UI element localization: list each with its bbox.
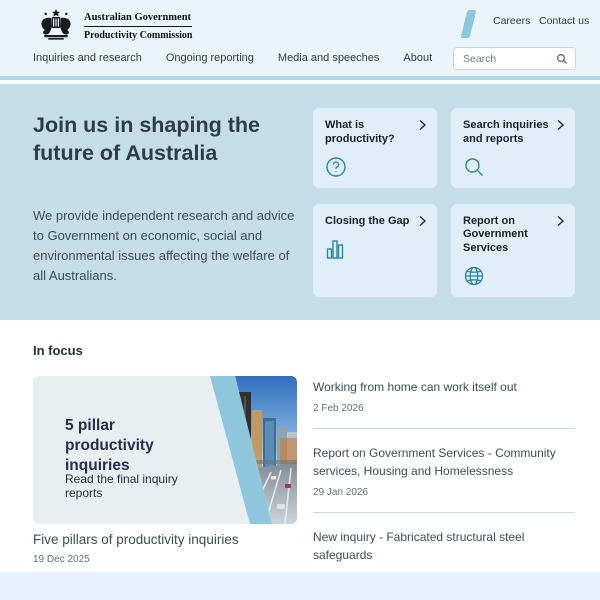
contact-us-link[interactable]: Contact us	[539, 15, 590, 27]
chevron-right-icon	[556, 215, 565, 227]
news-date: 29 Jan 2026	[313, 487, 369, 499]
card-closing-the-gap[interactable]	[313, 204, 437, 297]
feature-article-title[interactable]: Five pillars of productivity inquiries	[33, 532, 239, 547]
chevron-right-icon	[556, 119, 565, 131]
main-navigation	[33, 52, 432, 64]
government-logo-text	[84, 12, 192, 41]
news-title[interactable]: New inquiry - Fabricated structural steel safeguards	[313, 530, 525, 562]
search-input[interactable]	[461, 52, 556, 66]
search-icon[interactable]	[556, 53, 568, 65]
card-title: What is productivity?	[325, 119, 395, 145]
card-search-inquiries-reports[interactable]	[451, 108, 575, 188]
nav-ongoing-reporting[interactable]: Ongoing reporting	[165, 52, 254, 64]
nav-media-and-speeches[interactable]: Media and speeches	[277, 52, 380, 64]
news-list	[313, 377, 575, 596]
chevron-right-icon	[418, 119, 427, 131]
feature-banner-title: 5 pillar productivity inquiries	[65, 417, 154, 475]
news-item[interactable]	[313, 429, 575, 513]
card-title: Report on Government Services	[463, 214, 528, 254]
hero-description: We provide independent research and advice to Government on economic, social and environmental issues affecting the welfare of all Australians.	[33, 208, 295, 284]
hero-card-grid	[313, 108, 575, 297]
footer-strip	[0, 572, 600, 600]
search-icon	[463, 156, 563, 178]
news-date: 2 Feb 2026	[313, 403, 364, 415]
hero-section	[0, 84, 600, 320]
news-title[interactable]: Report on Government Services - Community services, Housing and Homelessness	[313, 446, 556, 478]
careers-link[interactable]: Careers	[493, 15, 531, 27]
card-title: Search inquiries and reports	[463, 119, 549, 145]
bar-chart-icon	[325, 237, 425, 261]
nav-about[interactable]: About	[403, 52, 433, 64]
card-title: Closing the Gap	[325, 214, 410, 227]
feature-banner-subtitle: Read the final inquiry reports	[65, 472, 178, 500]
question-circle-icon	[325, 156, 425, 178]
card-report-on-government-services[interactable]	[451, 204, 575, 297]
feature-banner[interactable]	[33, 376, 297, 524]
government-name: Australian Government	[84, 12, 192, 27]
site-header	[0, 0, 600, 80]
agency-name: Productivity Commission	[84, 30, 193, 41]
globe-icon	[463, 265, 563, 287]
feature-article-date: 19 Dec 2025	[33, 554, 90, 565]
in-focus-heading: In focus	[33, 343, 83, 358]
news-title[interactable]: Working from home can work itself out	[313, 380, 517, 394]
card-what-is-productivity[interactable]	[313, 108, 437, 188]
in-focus-section	[0, 320, 600, 572]
news-item[interactable]	[313, 377, 575, 429]
brand-slash-icon	[461, 10, 477, 38]
chevron-right-icon	[418, 215, 427, 227]
hero-title: Join us in shaping the future of Australia	[33, 113, 260, 165]
nav-inquiries-and-research[interactable]: Inquiries and research	[33, 52, 142, 64]
coat-of-arms-icon	[35, 9, 77, 41]
search-box[interactable]	[453, 47, 576, 70]
